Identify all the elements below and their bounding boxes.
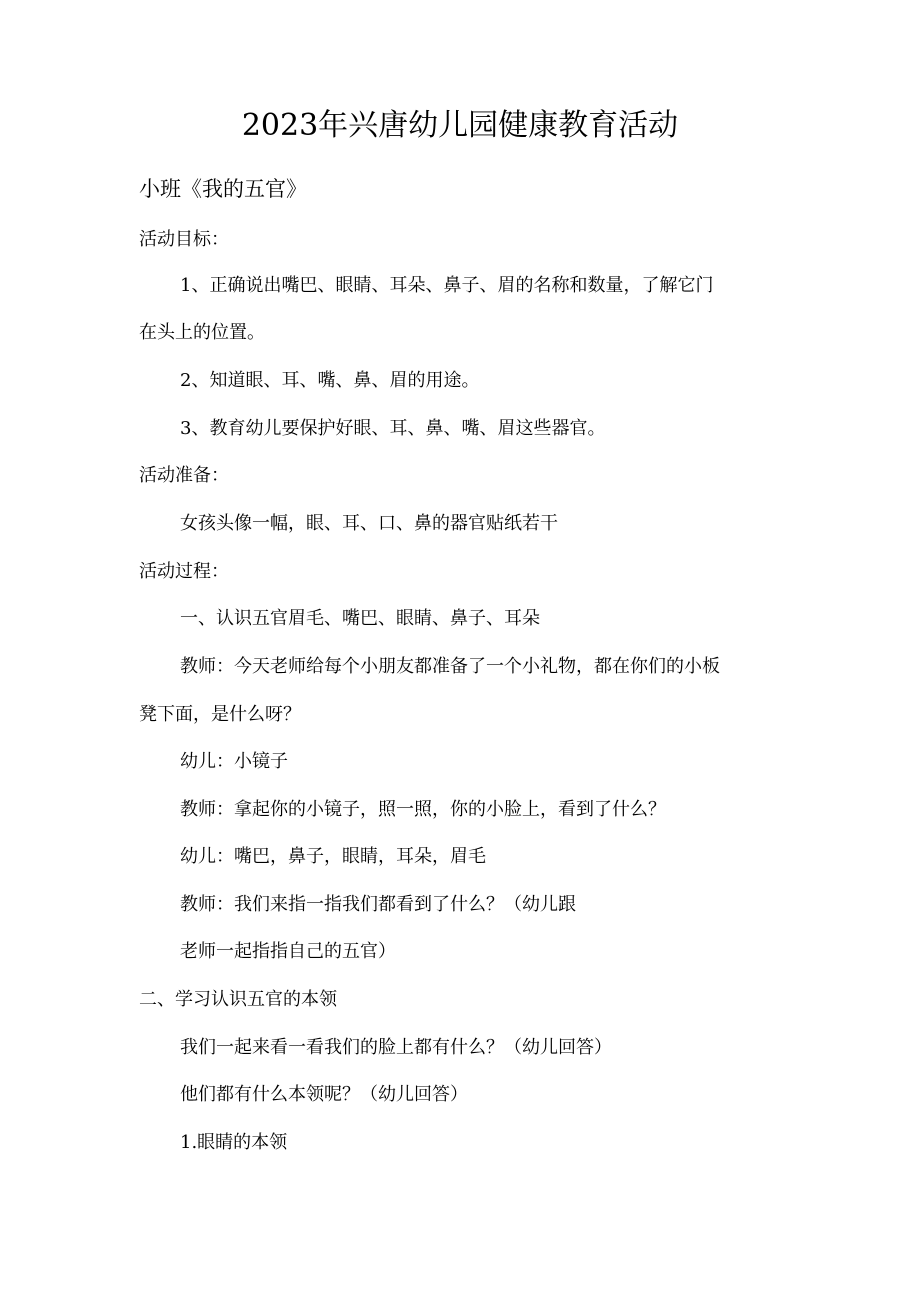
dialog-2: 幼儿：小镜子 bbox=[180, 751, 288, 772]
sub-step-1: 1.眼睛的本领 bbox=[180, 1132, 288, 1153]
dialog-5-line-2: 老师一起指指自己的五官） bbox=[180, 941, 396, 962]
prep-text: 女孩头像一幅，眼、耳、口、鼻的器官贴纸若干 bbox=[180, 513, 558, 534]
dialog-3: 教师：拿起你的小镜子，照一照，你的小脸上，看到了什么？ bbox=[180, 799, 666, 820]
process-heading: 活动过程： bbox=[139, 561, 229, 582]
question-2: 他们都有什么本领呢？（幼儿回答） bbox=[180, 1084, 468, 1105]
goals-heading: 活动目标： bbox=[139, 229, 229, 250]
document-title: 2023年兴唐幼儿园健康教育活动 bbox=[241, 108, 679, 143]
dialog-1-line-2: 凳下面，是什么呀？ bbox=[139, 704, 301, 725]
goal-3: 3、教育幼儿要保护好眼、耳、鼻、嘴、眉这些器官。 bbox=[180, 418, 606, 439]
step-1: 一、认识五官眉毛、嘴巴、眼睛、鼻子、耳朵 bbox=[180, 608, 540, 629]
dialog-5-line-1: 教师：我们来指一指我们都看到了什么？（幼儿跟 bbox=[180, 894, 576, 915]
prep-heading: 活动准备： bbox=[139, 465, 229, 486]
goal-1-line-2: 在头上的位置。 bbox=[139, 322, 265, 343]
lesson-subtitle: 小班《我的五官》 bbox=[139, 177, 307, 201]
goal-2: 2、知道眼、耳、嘴、鼻、眉的用途。 bbox=[180, 370, 480, 391]
dialog-1-line-1: 教师：今天老师给每个小朋友都准备了一个小礼物，都在你们的小板 bbox=[180, 656, 720, 677]
question-1: 我们一起来看一看我们的脸上都有什么？（幼儿回答） bbox=[180, 1037, 612, 1058]
goal-1-line-1: 1、正确说出嘴巴、眼睛、耳朵、鼻子、眉的名称和数量，了解它门 bbox=[180, 275, 714, 296]
step-2: 二、学习认识五官的本领 bbox=[139, 989, 337, 1010]
dialog-4: 幼儿：嘴巴，鼻子，眼睛，耳朵，眉毛 bbox=[180, 846, 486, 867]
